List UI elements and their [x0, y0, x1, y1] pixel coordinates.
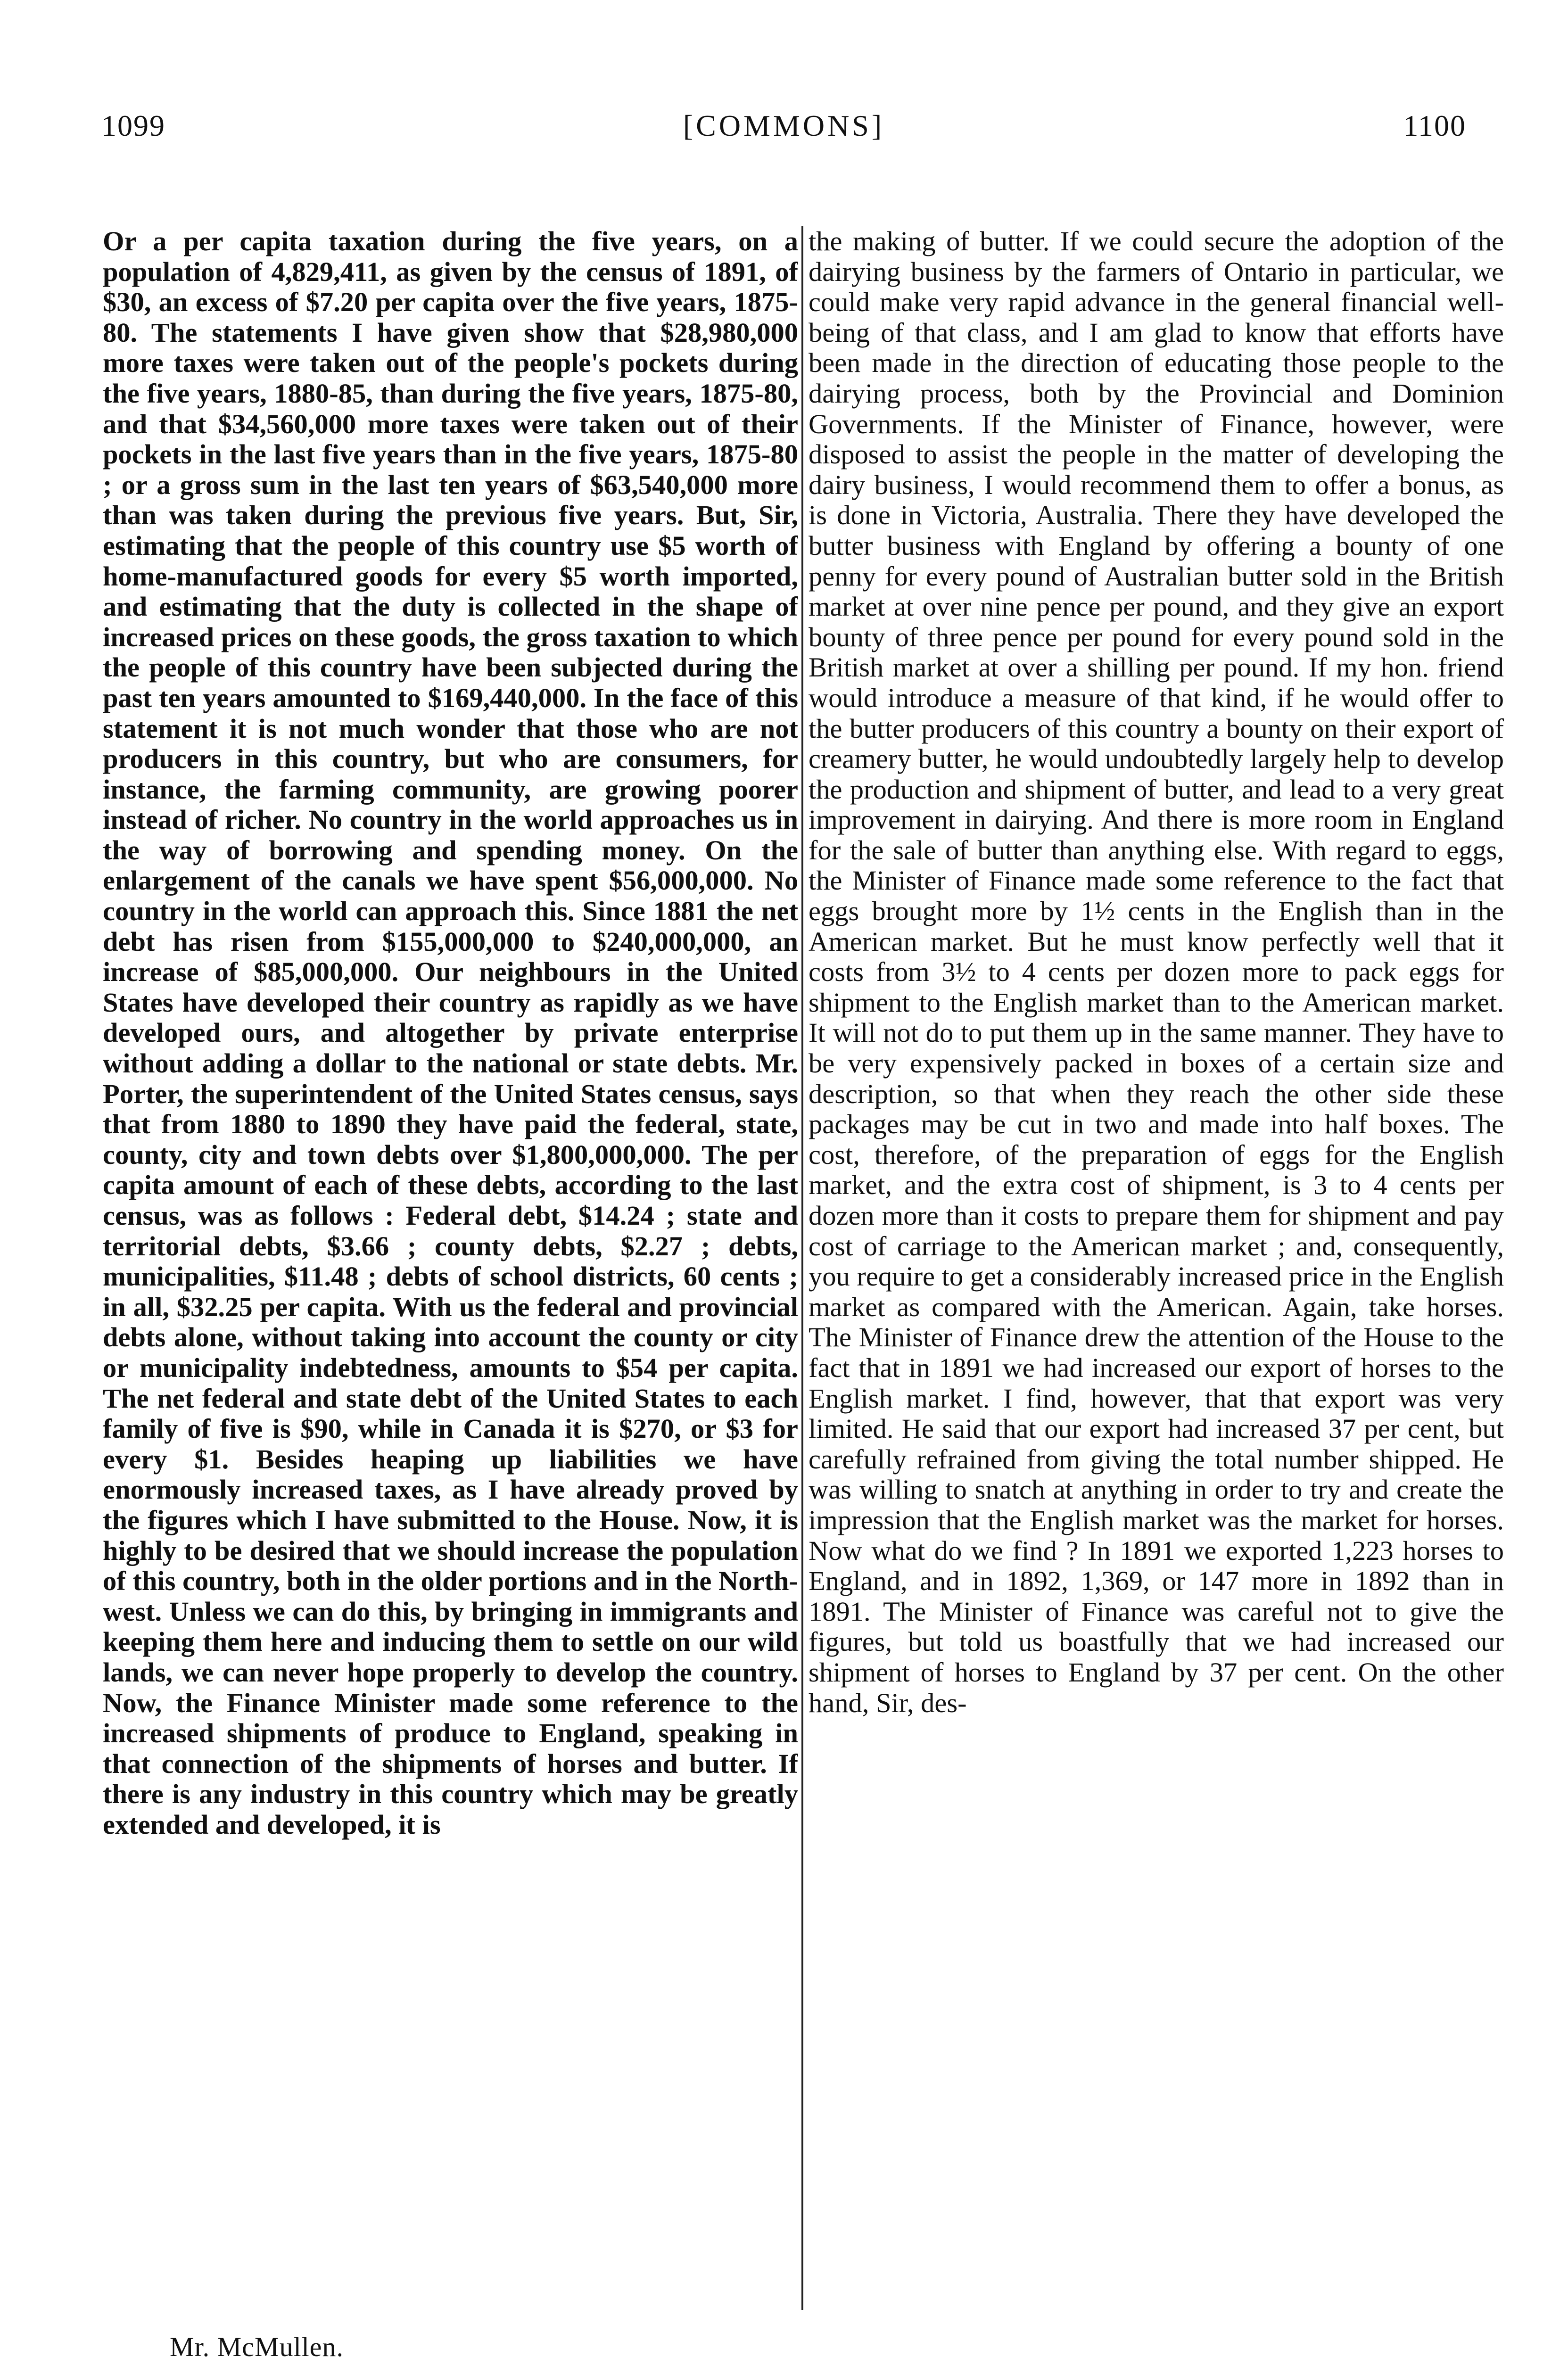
page-title: [COMMONS] [683, 109, 885, 142]
right-page-number: 1100 [1403, 109, 1466, 142]
left-column-text: Or a per capita taxation during the five years, on a population of 4,829,411, as given by the census of 1891, of $30, an excess of $7.20 per capita over the five years, 1875-80. The statements I have given show that $28,980,000 more taxes were taken out of the people's pockets during the five years, 1880-85, than during the five years, 1875-80, and that $34,560,000 more taxes were taken out of their pockets in the last five years than in the five years, 1875-80 ; or a gross sum in the last ten years of $63,540,000 more than was taken during the previous five years. But, Sir, estimating that the people of this country use $5 worth of home-manufactured goods for every $5 worth imported, and estimating that the duty is collected in the shape of increased prices on these goods, the gross taxation to which the people of this country have been subjected during the past ten years amounted to $169,440,000. In the face of this statement it is not much wonder that those who are not producers in this country, but who are consumers, for instance, the farming community, are growing poorer instead of richer. No country in the world approaches us in the way of borrowing and spending money. On the enlargement of the canals we have spent $56,000,000. No country in the world can approach this. Since 1881 the net debt has risen from $155,000,000 to $240,000,000, an increase of $85,000,000. Our neighbours in the United States have developed their country as rapidly as we have developed ours, and altogether by private enterprise without adding a dollar to the national or state debts. Mr. Porter, the superintendent of the United States census, says that from 1880 to 1890 they have paid the federal, state, county, city and town debts over $1,800,000,000. The per capita amount of each of these debts, according to the last census, was as follows : Federal debt, $14.24 ; state and territorial debts, $3.66 ; county debts, $2.27 ; debts, municipalities, $11.48 ; debts of school districts, 60 cents ; in all, $32.25 per capita. With us the federal and provincial debts alone, without taking into account the county or city or municipality indebtedness, amounts to $54 per capita. The net federal and state debt of the United States to each family of five is $90, while in Canada it is $270, or $3 for every $1. Besides heaping up liabilities we have enormously increased taxes, as I have already proved by the figures which I have submitted to the House. Now, it is highly to be desired that we should increase the population of this country, both in the older portions and in the North-west. Unless we can do this, by bringing in immigrants and keeping them here and inducing them to settle on our wild lands, we can never hope properly to develop the country. Now, the Finance Minister made some reference to the increased shipments of produce to England, speaking in that connection of the shipments of horses and butter. If there is any industry in this country which may be greatly extended and developed, it is [103, 226, 798, 1840]
left-page-number: 1099 [101, 109, 165, 142]
page-header [101, 108, 1466, 165]
column-divider [801, 226, 803, 2310]
speaker-footer: Mr. McMullen. [170, 2332, 344, 2357]
right-column-text: the making of butter. If we could secure the adoption of the dairying business by the farmers of Ontario in particular, we could make very rapid advance in the general financial well-being of that class, and I am glad to know that efforts have been made in the direction of educating those people to the dairying process, both by the Provincial and Dominion Governments. If the Minister of Finance, however, were disposed to assist the people in the matter of developing the dairy business, I would recommend them to offer a bonus, as is done in Victoria, Australia. There they have developed the butter business with England by offering a bounty of one penny for every pound of Australian butter sold in the British market at over nine pence per pound, and they give an export bounty of three pence per pound for every pound sold in the British market at over a shilling per pound. If my hon. friend would introduce a measure of that kind, if he would offer to the butter producers of this country a bounty on their export of creamery butter, he would undoubtedly largely help to develop the production and shipment of butter, and lead to a very great improvement in dairying. And there is more room in England for the sale of butter than anything else. With regard to eggs, the Minister of Finance made some reference to the fact that eggs brought more by 1½ cents in the English than in the American market. But he must know perfectly well that it costs from 3½ to 4 cents per dozen more to pack eggs for shipment to the English market than to the American market. It will not do to put them up in the same manner. They have to be very expensively packed in boxes of a certain size and description, so that when they reach the other side these packages may be cut in two and made into half boxes. The cost, therefore, of the preparation of eggs for the English market, and the extra cost of shipment, is 3 to 4 cents per dozen more than it costs to prepare them for shipment and pay cost of carriage to the American market ; and, consequently, you require to get a considerably increased price in the English market as compared with the American. Again, take horses. The Minister of Finance drew the attention of the House to the fact that in 1891 we had increased our export of horses to the English market. I find, however, that that export was very limited. He said that our export had increased 37 per cent, but carefully refrained from giving the total number shipped. He was willing to snatch at anything in order to try and create the impression that the English market was the market for horses. Now what do we find ? In 1891 we exported 1,223 horses to England, and in 1892, 1,369, or 147 more in 1892 than in 1891. The Minister of Finance was careful not to give the figures, but told us boastfully that we had increased our shipment of horses to England by 37 per cent. On the other hand, Sir, des- [809, 226, 1504, 1718]
